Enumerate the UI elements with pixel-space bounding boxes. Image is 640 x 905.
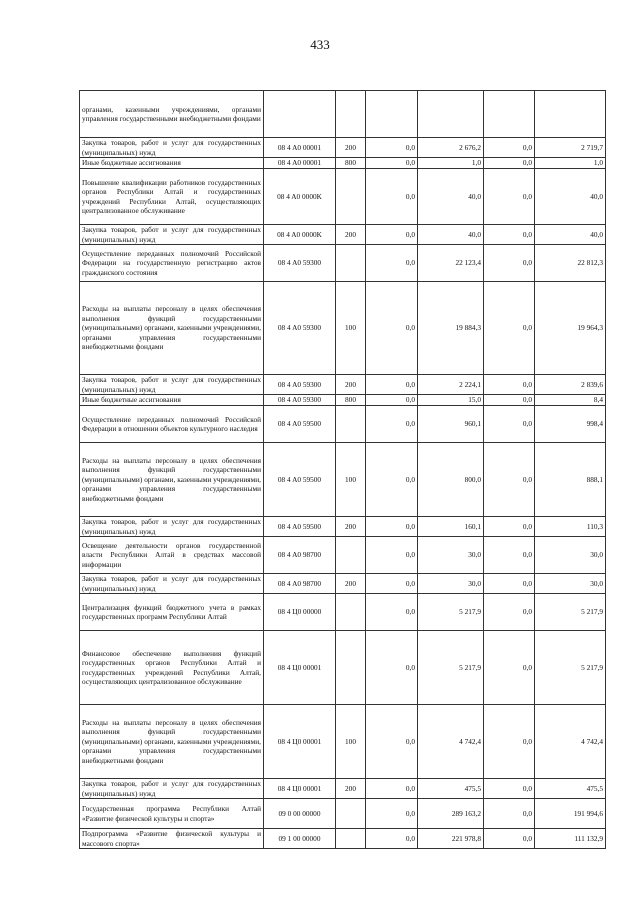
row-expense-type: 100 [336,282,366,375]
row-target-code: 09 0 00 00000 [264,799,336,829]
row-expense-type [336,169,366,225]
row-value-4: 4 742,4 [535,705,606,779]
table-row [80,537,606,574]
row-value-3: 0,0 [484,245,535,282]
row-value-3: 0,0 [484,443,535,517]
table-row [80,517,606,537]
row-value-4: 475,5 [535,779,606,799]
row-value-1: 0,0 [366,169,418,225]
row-target-code: 09 1 00 00000 [264,829,336,849]
row-target-code: 08 4 A0 00001 [264,138,336,158]
table-row [80,406,606,443]
row-value-2: 5 217,9 [418,631,484,705]
row-value-3: 0,0 [484,282,535,375]
row-value-2: 19 884,3 [418,282,484,375]
row-description: Расходы на выплаты персоналу в целях обеспечения выполнения функций государственными (муниципальными) органами, казенными учреждениями, органами управления государственными внебюджетными фондами [80,443,264,517]
row-target-code: 08 4 A0 0000K [264,225,336,245]
table-row [80,169,606,225]
row-expense-type: 200 [336,375,366,395]
row-expense-type [336,91,366,138]
table-row [80,594,606,631]
row-value-4: 40,0 [535,225,606,245]
row-expense-type [336,245,366,282]
row-target-code: 08 4 A0 59300 [264,375,336,395]
row-target-code: 08 4 Ц0 00000 [264,594,336,631]
row-value-2 [418,91,484,138]
row-target-code: 08 4 A0 59500 [264,443,336,517]
row-description: Закупка товаров, работ и услуг для государственных (муниципальных) нужд [80,225,264,245]
row-target-code: 08 4 A0 00001 [264,158,336,169]
row-value-2: 40,0 [418,225,484,245]
row-value-1: 0,0 [366,517,418,537]
table-row [80,829,606,849]
row-value-3: 0,0 [484,406,535,443]
row-value-1: 0,0 [366,158,418,169]
row-expense-type: 100 [336,443,366,517]
row-target-code: 08 4 A0 98700 [264,537,336,574]
row-description: Закупка товаров, работ и услуг для государственных (муниципальных) нужд [80,375,264,395]
row-expense-type: 200 [336,779,366,799]
row-value-2: 160,1 [418,517,484,537]
row-value-4: 2 719,7 [535,138,606,158]
row-target-code: 08 4 A0 59500 [264,406,336,443]
row-value-4: 30,0 [535,574,606,594]
row-value-2: 800,0 [418,443,484,517]
row-value-3 [484,91,535,138]
row-value-3: 0,0 [484,375,535,395]
row-target-code: 08 4 A0 59500 [264,517,336,537]
row-value-2: 30,0 [418,574,484,594]
row-value-1: 0,0 [366,631,418,705]
row-value-1: 0,0 [366,282,418,375]
row-value-3: 0,0 [484,799,535,829]
row-value-1: 0,0 [366,406,418,443]
row-expense-type [336,631,366,705]
table-row [80,705,606,779]
row-target-code: 08 4 A0 98700 [264,574,336,594]
row-value-3: 0,0 [484,158,535,169]
row-target-code: 08 4 A0 59300 [264,245,336,282]
row-expense-type: 800 [336,395,366,406]
row-description: Закупка товаров, работ и услуг для государственных (муниципальных) нужд [80,517,264,537]
row-description: Повышение квалификации работников государственных органов Республики Алтай и государственных учреждений Республики Алтай, осуществляющих централизованное обслуживание [80,169,264,225]
row-description: Закупка товаров, работ и услуг для государственных (муниципальных) нужд [80,138,264,158]
row-target-code: 08 4 A0 0000K [264,169,336,225]
row-value-4: 30,0 [535,537,606,574]
row-value-1 [366,91,418,138]
row-expense-type [336,406,366,443]
row-value-1: 0,0 [366,138,418,158]
row-value-4: 111 132,9 [535,829,606,849]
row-value-3: 0,0 [484,594,535,631]
row-description: Расходы на выплаты персоналу в целях обеспечения выполнения функций государственными (муниципальными) органами, казенными учреждениями, органами управления государственными внебюджетными фондами [80,282,264,375]
table-row [80,282,606,375]
row-value-2: 289 163,2 [418,799,484,829]
budget-table [79,90,606,849]
row-expense-type [336,799,366,829]
row-value-1: 0,0 [366,225,418,245]
row-value-3: 0,0 [484,517,535,537]
row-value-4: 998,4 [535,406,606,443]
row-value-3: 0,0 [484,395,535,406]
row-expense-type: 200 [336,517,366,537]
row-description: Иные бюджетные ассигнования [80,395,264,406]
row-value-1: 0,0 [366,779,418,799]
row-value-4: 888,1 [535,443,606,517]
row-description: Закупка товаров, работ и услуг для государственных (муниципальных) нужд [80,574,264,594]
row-value-1: 0,0 [366,574,418,594]
row-value-2: 5 217,9 [418,594,484,631]
row-description: Осуществление переданных полномочий Российской Федерации на государственную регистрацию актов гражданского состояния [80,245,264,282]
row-value-4: 8,4 [535,395,606,406]
row-value-4: 2 839,6 [535,375,606,395]
row-target-code: 08 4 A0 59300 [264,395,336,406]
row-value-3: 0,0 [484,631,535,705]
row-value-1: 0,0 [366,443,418,517]
row-expense-type [336,829,366,849]
row-value-4: 40,0 [535,169,606,225]
row-value-1: 0,0 [366,537,418,574]
row-expense-type: 200 [336,225,366,245]
row-target-code: 08 4 A0 59300 [264,282,336,375]
row-expense-type [336,594,366,631]
row-value-2: 4 742,4 [418,705,484,779]
row-description: Закупка товаров, работ и услуг для государственных (муниципальных) нужд [80,779,264,799]
row-value-3: 0,0 [484,537,535,574]
row-expense-type: 200 [336,138,366,158]
row-value-4: 22 812,3 [535,245,606,282]
row-description: Иные бюджетные ассигнования [80,158,264,169]
row-description: Освещение деятельности органов государственной власти Республики Алтай в средствах массовой информации [80,537,264,574]
row-description: Финансовое обеспечение выполнения функций государственных органов Республики Алтай и государственных учреждений Республики Алтай, осуществляющих централизованное обслуживание [80,631,264,705]
row-value-4: 5 217,9 [535,594,606,631]
table-row [80,395,606,406]
row-value-4: 191 994,6 [535,799,606,829]
row-description: Государственная программа Республики Алтай «Развитие физической культуры и спорта» [80,799,264,829]
row-expense-type: 100 [336,705,366,779]
row-value-3: 0,0 [484,169,535,225]
row-target-code: 08 4 Ц0 00001 [264,779,336,799]
row-value-4: 1,0 [535,158,606,169]
row-expense-type: 200 [336,574,366,594]
table-row [80,779,606,799]
row-description: органами, казенными учреждениями, органами управления государственными внебюджетными фондами [80,91,264,138]
row-value-1: 0,0 [366,245,418,282]
table-row [80,91,606,138]
row-value-3: 0,0 [484,574,535,594]
table-row [80,245,606,282]
row-expense-type [336,537,366,574]
row-value-4: 5 217,9 [535,631,606,705]
row-value-2: 1,0 [418,158,484,169]
row-expense-type: 800 [336,158,366,169]
table-row [80,443,606,517]
row-target-code: 08 4 Ц0 00001 [264,631,336,705]
row-description: Подпрограмма «Развитие физической культуры и массового спорта» [80,829,264,849]
table-row [80,225,606,245]
row-value-3: 0,0 [484,829,535,849]
row-target-code [264,91,336,138]
table-row [80,631,606,705]
row-value-2: 2 676,2 [418,138,484,158]
row-value-3: 0,0 [484,225,535,245]
row-target-code: 08 4 Ц0 00001 [264,705,336,779]
row-value-4: 110,3 [535,517,606,537]
table-row [80,158,606,169]
table-row [80,574,606,594]
row-description: Централизация функций бюджетного учета в рамках государственных программ Республики Алтай [80,594,264,631]
row-value-2: 22 123,4 [418,245,484,282]
row-value-1: 0,0 [366,705,418,779]
row-description: Расходы на выплаты персоналу в целях обеспечения выполнения функций государственными (муниципальными) органами, казенными учреждениями, органами управления государственными внебюджетными фондами [80,705,264,779]
row-description: Осуществление переданных полномочий Российской Федерации в отношении объектов культурного наследия [80,406,264,443]
row-value-1: 0,0 [366,799,418,829]
row-value-1: 0,0 [366,375,418,395]
row-value-2: 2 224,1 [418,375,484,395]
row-value-2: 475,5 [418,779,484,799]
row-value-1: 0,0 [366,594,418,631]
row-value-4: 19 964,3 [535,282,606,375]
row-value-2: 221 978,8 [418,829,484,849]
row-value-2: 30,0 [418,537,484,574]
row-value-2: 40,0 [418,169,484,225]
row-value-2: 960,1 [418,406,484,443]
table-row [80,375,606,395]
row-value-1: 0,0 [366,395,418,406]
row-value-1: 0,0 [366,829,418,849]
table-row [80,799,606,829]
row-value-4 [535,91,606,138]
row-value-2: 15,0 [418,395,484,406]
row-value-3: 0,0 [484,138,535,158]
row-value-3: 0,0 [484,779,535,799]
page-number: 433 [310,37,330,52]
table-row [80,138,606,158]
row-value-3: 0,0 [484,705,535,779]
